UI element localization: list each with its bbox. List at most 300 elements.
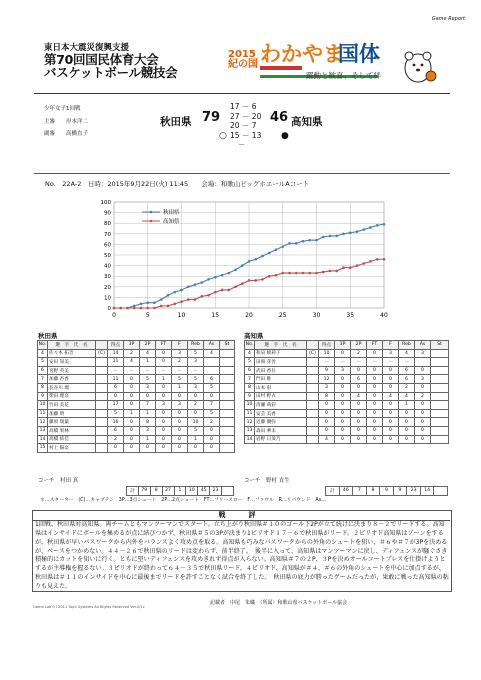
stats-cell: － (172, 366, 188, 375)
event-line1: 東日本大震災復興支援 (44, 43, 130, 53)
team-b-totals (325, 486, 448, 496)
stats-cell: 10 (245, 401, 255, 410)
stats-cell: 0 (335, 375, 351, 384)
data-point (234, 269, 237, 272)
x-tick-label: 20 (245, 312, 253, 319)
stats-cell: 0 (399, 426, 415, 435)
stats-cell (307, 401, 319, 410)
x-tick-label: 5 (145, 312, 150, 319)
stats-header-cell: 3P (124, 341, 140, 350)
totals-cell: 27 (162, 487, 174, 496)
stats-cell: 14 (38, 435, 48, 444)
stats-cell: 5 (188, 349, 204, 358)
stats-cell: 0 (367, 401, 383, 410)
stats-cell: 2 (399, 383, 415, 392)
stats-cell: 8 (245, 383, 255, 392)
stats-cell: 0 (188, 392, 204, 401)
official-1: 主審 岸本洋二 (44, 118, 89, 125)
data-point (335, 270, 338, 273)
data-point (241, 282, 244, 285)
stats-cell (96, 383, 108, 392)
stats-cell: 田村 野衣 (255, 392, 307, 401)
stats-cell: 0 (383, 375, 399, 384)
data-point (376, 224, 379, 227)
stats-cell: 0 (319, 409, 335, 418)
stats-cell: 12 (38, 418, 48, 427)
stats-cell: 竹田 美花 (48, 401, 96, 410)
stats-cell: 高橋 果林 (48, 426, 96, 435)
totals-cell: 14 (420, 487, 434, 496)
table-row (38, 383, 235, 392)
stats-header-cell: St (431, 341, 449, 350)
stats-cell: 2 (172, 358, 188, 367)
table-row (245, 426, 449, 435)
stats-cell: 0 (172, 418, 188, 427)
stats-cell (220, 444, 235, 453)
stats-cell: 4 (399, 349, 415, 358)
stats-cell: 7 (38, 375, 48, 384)
stats-cell: 11 (38, 409, 48, 418)
stats-cell (431, 392, 449, 401)
stats-cell (96, 401, 108, 410)
data-point (369, 260, 372, 263)
stats-cell (96, 444, 108, 453)
stats-cell: 4 (351, 392, 367, 401)
data-point (248, 260, 251, 263)
team-b-section-label: 高知県 (244, 332, 264, 340)
stats-cell: 1 (399, 401, 415, 410)
data-point (376, 258, 379, 261)
totals-cell: 45 (198, 487, 210, 496)
data-point (227, 289, 230, 292)
stats-cell (431, 358, 449, 367)
data-point (187, 298, 190, 301)
stats-cell: 0 (319, 401, 335, 410)
stats-cell (307, 366, 319, 375)
data-point (281, 245, 284, 248)
data-point (315, 272, 318, 275)
stats-cell: 0 (351, 366, 367, 375)
stats-cell: 山本 彩 (255, 383, 307, 392)
data-point (288, 242, 291, 245)
data-point (369, 226, 372, 229)
stats-cell: 3 (156, 401, 172, 410)
stats-cell: 佐々木 拓音 (48, 349, 96, 358)
data-point (261, 255, 264, 258)
data-point (200, 281, 203, 284)
stats-cell: 16 (108, 418, 124, 427)
stats-cell (431, 383, 449, 392)
totals-cell: 46 (339, 487, 353, 496)
stats-cell (431, 375, 449, 384)
data-point (329, 270, 332, 273)
data-point (315, 239, 318, 242)
stats-header-cell: FT (367, 341, 383, 350)
stats-cell (204, 358, 220, 367)
data-point (194, 283, 197, 286)
stats-cell (307, 383, 319, 392)
stats-cell: 5 (172, 375, 188, 384)
team-a-stats-table (37, 340, 235, 453)
stats-cell (96, 366, 108, 375)
stats-cell: 0 (319, 418, 335, 427)
stats-cell: － (156, 366, 172, 375)
stats-cell: 12 (319, 375, 335, 384)
stats-cell: 5 (38, 358, 48, 367)
data-point (254, 258, 257, 261)
recorder: 記載者 中尾 朱織 （所属）和歌山県バスケットボール協会 (210, 600, 348, 606)
stats-cell: 8 (319, 392, 335, 401)
stats-cell (307, 435, 319, 444)
stats-cell (431, 349, 449, 358)
totals-cell: 1 (174, 487, 186, 496)
stats-cell: 1 (124, 409, 140, 418)
stats-header-cell: FT (156, 341, 172, 350)
stats-cell (96, 435, 108, 444)
stats-cell: 安芸 美香 (255, 409, 307, 418)
stats-cell (220, 401, 235, 410)
stats-cell (204, 366, 220, 375)
stats-cell: 13 (245, 426, 255, 435)
stats-cell: 4 (319, 435, 335, 444)
stats-cell: － (124, 366, 140, 375)
stats-cell: 田岡 芽善 (255, 358, 307, 367)
y-tick-label: 0 (107, 306, 111, 312)
data-point (342, 266, 345, 269)
stats-cell: 0 (399, 435, 415, 444)
stats-cell: 2 (415, 392, 431, 401)
data-point (187, 286, 190, 289)
table-row (38, 409, 235, 418)
stats-cell: 0 (188, 409, 204, 418)
stats-cell: 0 (156, 409, 172, 418)
data-point (322, 236, 325, 239)
stats-cell: 3 (188, 358, 204, 367)
table-row (38, 392, 235, 401)
stats-cell: 0 (108, 392, 124, 401)
stats-cell: 5 (188, 375, 204, 384)
stats-cell: － (335, 358, 351, 367)
stats-cell: 0 (140, 392, 156, 401)
stats-cell: (C) (307, 349, 319, 358)
stats-cell (96, 392, 108, 401)
stats-cell: 0 (172, 444, 188, 453)
stats-cell: 7 (204, 401, 220, 410)
stats-header-cell: 2P (140, 341, 156, 350)
stats-cell: 0 (124, 444, 140, 453)
data-point (302, 240, 305, 243)
win-mark: ○ (219, 131, 227, 141)
stats-cell: 6 (351, 375, 367, 384)
stats-cell: 5 (140, 375, 156, 384)
stats-cell: － (108, 366, 124, 375)
stats-cell: 加藤 明 (48, 409, 96, 418)
stats-cell (220, 392, 235, 401)
data-point (160, 298, 163, 301)
x-tick-label: 10 (177, 312, 186, 319)
data-point (113, 307, 116, 310)
stats-cell: 0 (367, 426, 383, 435)
stats-cell: 藤原 瑞葉 (48, 418, 96, 427)
stats-cell: 4 (204, 349, 220, 358)
meta-divider (34, 173, 450, 174)
data-point (342, 233, 345, 236)
data-point (248, 279, 251, 282)
stats-cell (96, 418, 108, 427)
table-row (245, 401, 449, 410)
stats-cell: 0 (415, 418, 431, 427)
data-point (308, 239, 311, 242)
data-point (119, 307, 122, 310)
data-point (349, 266, 352, 269)
stats-cell: 0 (351, 409, 367, 418)
data-point (356, 264, 359, 267)
table-row (38, 375, 235, 384)
stats-cell: 0 (367, 383, 383, 392)
stats-cell (96, 358, 108, 367)
stats-cell: 1 (172, 383, 188, 392)
stats-cell: 0 (415, 383, 431, 392)
legend-label: 高知県 (163, 219, 180, 225)
stats-cell: 0 (204, 426, 220, 435)
stats-cell (431, 418, 449, 427)
table-row (38, 401, 235, 410)
stats-header-cell: 得点 (108, 341, 124, 350)
stats-cell: 2 (188, 401, 204, 410)
y-tick-label: 90 (104, 210, 111, 217)
y-tick-label: 10 (104, 295, 111, 302)
stats-header-row (38, 341, 235, 350)
stats-cell: － (188, 366, 204, 375)
event-title (44, 44, 177, 79)
stats-cell: 0 (188, 444, 204, 453)
data-point (140, 307, 143, 310)
team-b-name: 高知県 (291, 116, 323, 128)
stats-cell: 0 (367, 409, 383, 418)
table-row (38, 444, 235, 453)
stats-cell (415, 358, 431, 367)
score-progress-chart (84, 196, 394, 326)
event-line3: バスケットボール競技会 (44, 65, 178, 81)
stats-cell: 安田 知美 (48, 358, 96, 367)
stats-cell (220, 426, 235, 435)
stats-cell: 3 (415, 349, 431, 358)
stats-cell: 0 (124, 392, 140, 401)
stats-cell: 0 (351, 418, 367, 427)
stats-cell: 0 (415, 409, 431, 418)
stats-cell: 3 (172, 349, 188, 358)
copyright: Game Lab'0 / 2011 TopS Systems All Rights Reserved Ver.0/1c (33, 605, 145, 609)
table-row (245, 435, 449, 444)
header-divider (34, 93, 450, 94)
totals-cell: 計 (326, 487, 340, 496)
totals-cell: 9 (380, 487, 394, 496)
data-point (268, 252, 271, 255)
stats-cell: 8 (38, 383, 48, 392)
stats-cell: 0 (335, 349, 351, 358)
stats-cell: 0 (335, 418, 351, 427)
stats-cell: 0 (383, 383, 399, 392)
stats-cell: 0 (108, 444, 124, 453)
table-row (245, 349, 449, 358)
stats-cell: 10 (188, 418, 204, 427)
totals-row (127, 487, 234, 496)
logo-kokutai: 国体 (338, 42, 380, 66)
data-point (160, 305, 163, 308)
data-point (295, 272, 298, 275)
stats-header-cell: 選 手 氏 名 (48, 341, 96, 350)
stats-cell: 0 (367, 435, 383, 444)
stats-cell: 6 (38, 366, 48, 375)
stats-cell: 4 (124, 358, 140, 367)
stats-header-cell: St (220, 341, 235, 350)
stats-cell: 長谷川 瑠 (48, 383, 96, 392)
totals-cell: 8 (150, 487, 162, 496)
team-a-score: 79 (202, 110, 221, 125)
data-point (288, 272, 291, 275)
team-b-score: 46 (270, 110, 289, 125)
stats-cell: 0 (172, 426, 188, 435)
stats-cell: 0 (156, 444, 172, 453)
stats-cell: 0 (335, 383, 351, 392)
stats-cell: 0 (367, 366, 383, 375)
data-point (153, 301, 156, 304)
stats-cell: 0 (124, 426, 140, 435)
stats-cell: 2 (204, 418, 220, 427)
official-2: 副審 高橋直子 (44, 131, 89, 138)
stats-cell: 0 (172, 435, 188, 444)
stats-cell: 3 (140, 426, 156, 435)
stats-cell: 0 (156, 383, 172, 392)
data-point (241, 264, 244, 267)
stats-cell: 17 (108, 401, 124, 410)
data-point (153, 307, 156, 310)
stats-cell: － (367, 358, 383, 367)
stats-header-cell: No. (245, 342, 254, 348)
stats-cell: 0 (367, 392, 383, 401)
y-tick-label: 70 (104, 231, 111, 238)
stats-cell (96, 409, 108, 418)
stats-cell (307, 409, 319, 418)
stats-cell: 森田 華未 (255, 426, 307, 435)
stats-cell (220, 418, 235, 427)
x-tick-label: 30 (312, 312, 321, 319)
data-point (126, 307, 129, 310)
table-row (38, 418, 235, 427)
loss-mark: ● (281, 131, 289, 141)
game-category: 少年女子1回戦 (44, 106, 81, 112)
stats-cell: 近藤 優弥 (255, 418, 307, 427)
stats-cell: 7 (245, 375, 255, 384)
totals-cell: 79 (138, 487, 150, 496)
game-info (44, 103, 88, 141)
stats-header-cell: No. (38, 342, 47, 348)
game-meta: No. 22A-2 日時：2015年9月22日(火) 11:45 会場：和歌山ビッグホエールAコート (45, 180, 310, 188)
commentary-text: 1回戦、秋田県対高知県。両チームともマンツーマンでスタート。立ち上がり秋田県＃１０のゴール下2Pが立て続けに決まり８－２でリードする。高知県はインサイドにボールを集めるが点に結びつかず、秋田県＃５の3Pが決まり1ピリオド１７－６で秋田県がリード。２ピリオド高知県はゾーンをするが、秋田県が早いパスワークから内外をバランスよく攻め点を取る。高知県も巧みなパスワークからの外角のシュートを狙い、＃６や＃７が3Pを決めるが、ペースをつかめない。４４－２６で秋田県のリードは変わらず、前半終了。 後半に入って、高知県はマンツーマンに戻し、ディフェンスが騒ぐさき積極的にカットを狙いに行く。ともに堅いディフェンスを攻めきれず得点が入らない。高知県＃７の２P、３Pを決めオールコートプレスを仕掛けようとするが主導権を握るない。３ピリオドが終わって６４－３５で秋田県リード。４ピリオド、高知県が＃４、＃６の外角のシュートを中心に加点するが、秋田県は＃１１のインサイドを中心に最後までリードを許すことなく試合を終了した。 秋田県の底力が勝ったゲームだったが、果敢に戦った高知県の粘りも見えた。 (35, 521, 449, 590)
stats-cell: 1 (140, 435, 156, 444)
event-line2: 第70回国民体育大会 (44, 51, 159, 67)
stats-cell: 3 (172, 401, 188, 410)
stats-cell: 5 (245, 358, 255, 367)
data-point (221, 289, 224, 292)
stats-cell: 0 (351, 383, 367, 392)
stats-header-cell: F (172, 341, 188, 350)
stats-cell: 加藤 杏香 (48, 375, 96, 384)
data-point (356, 230, 359, 233)
logo-year: 2015 紀の国 (228, 49, 258, 70)
stats-cell: 5 (204, 383, 220, 392)
stats-cell: 0 (383, 418, 399, 427)
stats-cell: 8 (140, 418, 156, 427)
stats-cell (220, 358, 235, 367)
stats-cell (96, 426, 108, 435)
table-row (245, 366, 449, 375)
stats-cell: 門田 唯 (255, 375, 307, 384)
stats-cell: 0 (415, 426, 431, 435)
table-row (38, 349, 235, 358)
stats-cell: 13 (38, 426, 48, 435)
data-point (140, 302, 143, 305)
stats-cell (96, 375, 108, 384)
stats-cell: 5 (204, 409, 220, 418)
stats-cell: 0 (383, 409, 399, 418)
stats-cell: 和泉 綾莉子 (255, 349, 307, 358)
stats-cell (307, 375, 319, 384)
data-point (329, 235, 332, 238)
stats-cell: 0 (335, 409, 351, 418)
stats-cell: 武田 香住 (255, 366, 307, 375)
stats-cell: 6 (399, 375, 415, 384)
stats-cell: 1 (140, 358, 156, 367)
stats-cell: (C) (96, 349, 108, 358)
stats-cell: 4 (140, 349, 156, 358)
stats-cell: 0 (172, 409, 188, 418)
stats-cell (220, 349, 235, 358)
y-tick-label: 40 (104, 263, 111, 270)
stats-cell: 1 (188, 435, 204, 444)
report-label: Game Report (431, 16, 465, 22)
stats-cell: 6 (399, 366, 415, 375)
table-row (38, 435, 235, 444)
stats-legend: ＊…スターター (C)…キャプテン 3P…3点シュート 2P…2点シュート FT…フリースロー F…ファウル R…リバウンド As… (40, 498, 326, 503)
stats-cell: － (399, 358, 415, 367)
totals-cell: 23 (210, 487, 222, 496)
stats-header-cell: F (383, 341, 399, 350)
stats-cell (431, 426, 449, 435)
team-a-section-label: 秋田県 (38, 332, 58, 340)
team-b-coach: コーチ 野村 直生 (244, 478, 290, 484)
stats-header-cell: 選 手 氏 名 (255, 341, 307, 350)
totals-cell: 8 (366, 487, 380, 496)
data-point (362, 262, 365, 265)
stats-cell: 0 (383, 401, 399, 410)
data-point (167, 294, 170, 297)
totals-cell: 23 (407, 487, 421, 496)
stats-cell: 0 (351, 401, 367, 410)
x-tick-label: 25 (278, 312, 287, 319)
data-point (180, 289, 183, 292)
stats-cell: 0 (204, 435, 220, 444)
data-point (180, 300, 183, 303)
stats-header-cell: 得点 (319, 341, 335, 350)
totals-cell: 7 (353, 487, 367, 496)
stats-cell: 0 (156, 418, 172, 427)
stats-cell (220, 366, 235, 375)
data-point (133, 307, 136, 310)
data-point (383, 258, 386, 261)
stats-header-cell: As (204, 341, 220, 350)
stats-cell: 0 (415, 401, 431, 410)
